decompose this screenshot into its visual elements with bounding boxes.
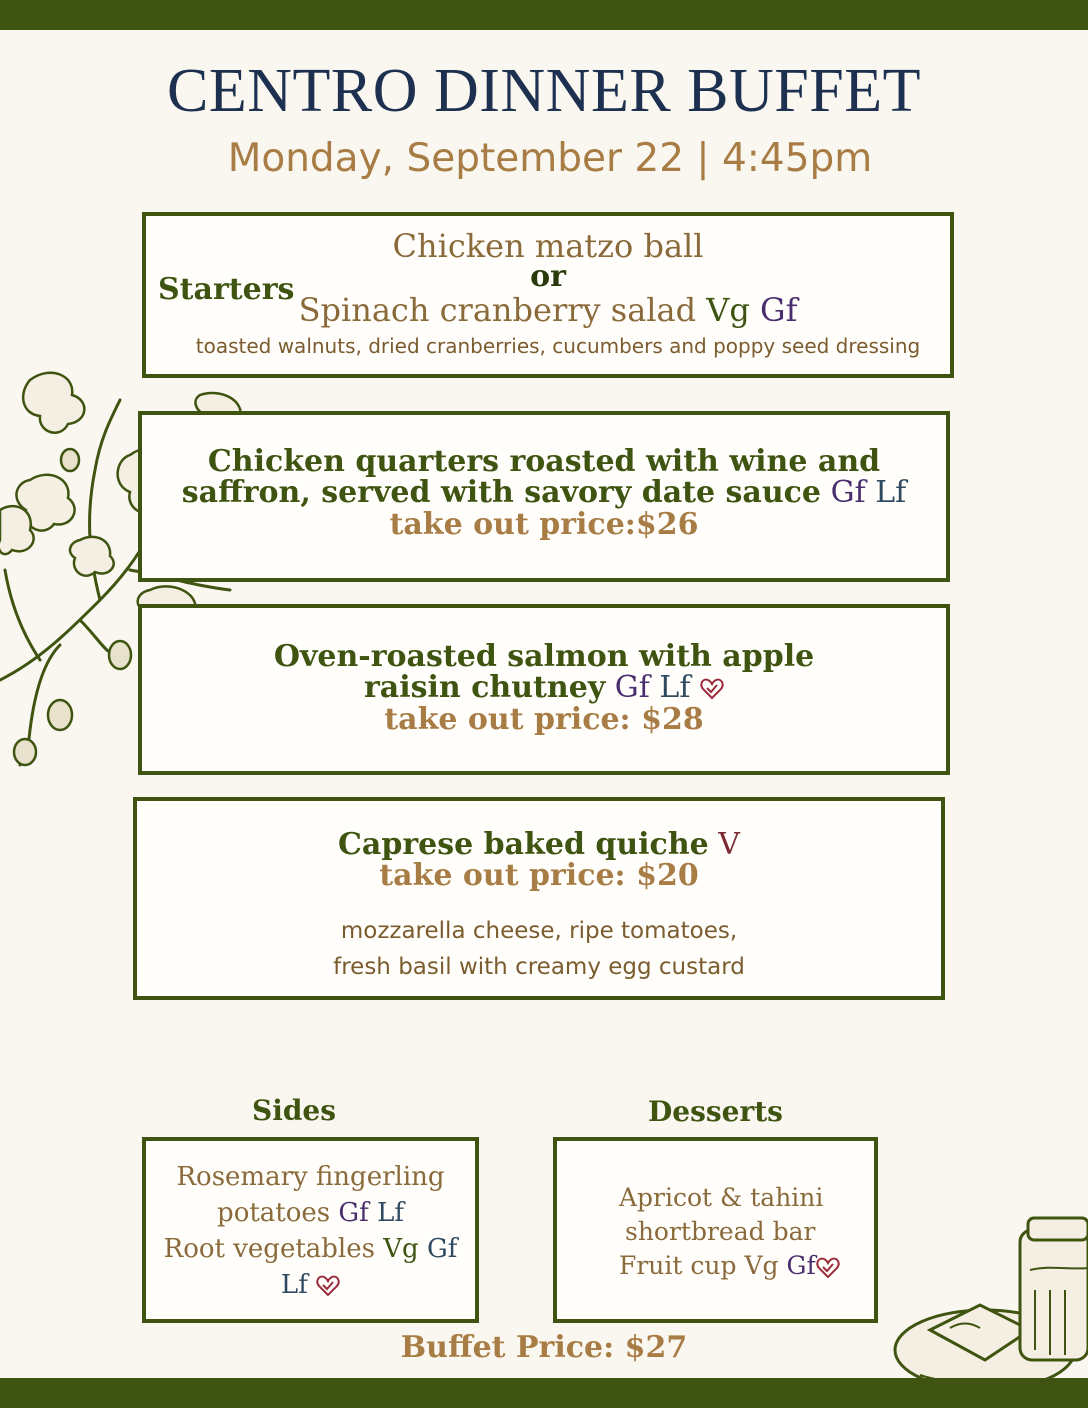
starter-description: toasted walnuts, dried cranberries, cucumbers and poppy seed dressing — [195, 334, 921, 358]
sides-heading: Sides — [252, 1094, 337, 1127]
entree-quiche-name-row — [137, 829, 941, 861]
dessert-item-shortbread: Apricot & tahini — [619, 1183, 824, 1212]
side-item-vegetables-row — [146, 1231, 475, 1267]
heart-check-icon — [816, 1257, 840, 1279]
heart-check-icon — [316, 1275, 340, 1297]
diet-tag-v: V — [718, 827, 740, 862]
top-bar — [0, 0, 1088, 30]
bottom-bar — [0, 1378, 1088, 1408]
diet-tag-vg: Vg — [383, 1234, 419, 1264]
dessert-item-shortbread-cont: shortbread bar — [625, 1217, 816, 1246]
entree-quiche-box — [133, 797, 945, 1000]
diet-tag-gf: Gf — [614, 670, 650, 705]
entree-chicken-line2-row — [142, 477, 946, 509]
dessert-item-fruit: Fruit cup — [619, 1251, 737, 1280]
entree-salmon-line2-row — [142, 672, 946, 704]
diet-tag-gf: Gf — [426, 1234, 458, 1264]
entree-salmon-line2: raisin chutney — [363, 670, 606, 705]
buffet-price: Buffet Price: $27 — [400, 1330, 688, 1365]
event-date-time: Monday, September 22 | 4:45pm — [227, 136, 873, 181]
side-item-vegetables-tags — [146, 1267, 475, 1303]
desserts-heading: Desserts — [648, 1095, 783, 1128]
entree-chicken-line1: Chicken quarters roasted with wine and — [207, 444, 881, 479]
diet-tag-lf: Lf — [659, 670, 691, 705]
entree-chicken-price: take out price:$26 — [389, 507, 699, 542]
dessert-item-fruit-row — [619, 1249, 879, 1283]
desserts-box — [553, 1137, 878, 1323]
starters-box — [142, 212, 954, 378]
entree-salmon-price: take out price: $28 — [384, 702, 704, 737]
side-item-potatoes: Rosemary fingerling — [176, 1162, 445, 1192]
diet-tag-gf: Gf — [760, 291, 798, 329]
diet-tag-lf: Lf — [280, 1270, 308, 1300]
entree-quiche-price: take out price: $20 — [379, 858, 699, 893]
starter-item-matzo: Chicken matzo ball — [392, 227, 704, 265]
entree-quiche-name: Caprese baked quiche — [338, 827, 709, 862]
diet-tag-lf: Lf — [377, 1198, 404, 1228]
entree-chicken-line2: saffron, served with savory date sauce — [181, 475, 822, 510]
entree-chicken-box — [138, 411, 950, 582]
heart-check-icon — [700, 678, 724, 700]
starters-label: Starters — [158, 272, 295, 307]
entree-quiche-desc1: mozzarella cheese, ripe tomatoes, — [340, 918, 738, 944]
diet-tag-vg: Vg — [744, 1251, 779, 1280]
diet-tag-gf: Gf — [786, 1251, 816, 1280]
starter-or: or — [530, 259, 566, 294]
diet-tag-lf: Lf — [875, 475, 907, 510]
entree-salmon-line1: Oven-roasted salmon with apple — [273, 639, 815, 674]
diet-tag-gf: Gf — [830, 475, 866, 510]
entree-salmon-box — [138, 604, 950, 775]
side-item-potatoes-row — [146, 1195, 475, 1231]
sides-box — [142, 1137, 479, 1323]
diet-tag-gf: Gf — [338, 1198, 369, 1228]
page-title: CENTRO DINNER BUFFET — [166, 57, 922, 125]
starter-item-salad — [146, 290, 950, 330]
diet-tag-vg: Vg — [706, 291, 750, 329]
entree-quiche-desc2: fresh basil with creamy egg custard — [333, 954, 745, 980]
side-item-vegetables: Root vegetables — [163, 1234, 375, 1264]
side-item-potatoes-cont: potatoes — [217, 1198, 331, 1228]
starter-salad-name: Spinach cranberry salad — [298, 291, 697, 329]
